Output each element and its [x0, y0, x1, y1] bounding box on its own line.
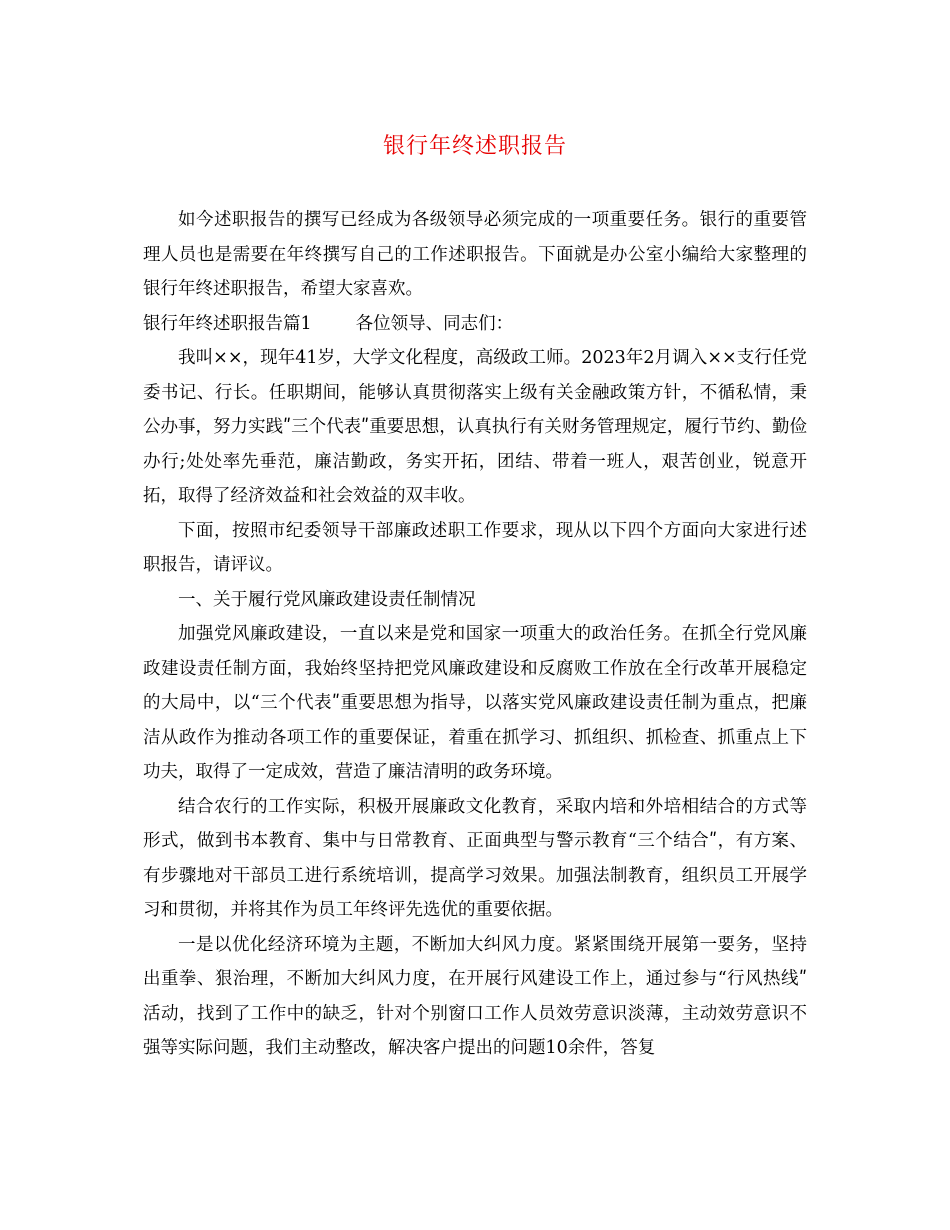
salutation: 各位领导、同志们： [355, 313, 514, 334]
body-paragraph: 下面，按照市纪委领导干部廉政述职工作要求，现从以下四个方面向大家进行述职报告，请评议。 [143, 520, 807, 575]
chapter-heading-line [143, 307, 807, 342]
document-body [143, 203, 807, 1066]
body-paragraph: 我叫××，现年41岁，大学文化程度，高级政工师。2023年2月调入××支行任党委书记、行长。任职期间，能够认真贯彻落实上级有关金融政策方针，不循私情，秉公办事，努力实践ʺ三个代表ʺ重要思想，认真执行有关财务管理规定，履行节约、勤俭办行;处处率先垂范，廉洁勤政，务实开拓，团结、带着一班人，艰苦创业，锐意开拓，取得了经济效益和社会效益的双丰收。 [143, 348, 807, 506]
section-heading: 一、关于履行党风廉政建设责任制情况 [178, 589, 476, 610]
intro-paragraph: 如今述职报告的撰写已经成为各级领导必须完成的一项重要任务。银行的重要管理人员也是需要在年终撰写自己的工作述职报告。下面就是办公室小编给大家整理的银行年终述职报告，希望大家喜欢。 [143, 210, 807, 299]
body-paragraph: 一是以优化经济环境为主题，不断加大纠风力度。紧紧围绕开展第一要务，坚持出重拳、狠治理，不断加大纠风力度，在开展行风建设工作上，通过参与“行风热线ʺ活动，找到了工作中的缺乏，针对个别窗口工作人员效劳意识淡薄，主动效劳意识不强等实际问题，我们主动整改，解决客户提出的问题10余件，答复 [143, 934, 807, 1058]
document-title: 银行年终述职报告 [382, 134, 567, 159]
body-paragraph: 加强党风廉政建设，一直以来是党和国家一项重大的政治任务。在抓全行党风廉政建设责任制方面，我始终坚持把党风廉政建设和反腐败工作放在全行改革开展稳定的大局中，以“三个代表ʺ重要思想为指导，以落实党风廉政建设责任制为重点，把廉洁从政作为推动各项工作的重要保证，着重在抓学习、抓组织、抓检查、抓重点上下功夫，取得了一定成效，营造了廉洁清明的政务环境。 [143, 624, 807, 782]
chapter-label: 银行年终述职报告篇1 [143, 313, 312, 334]
body-paragraph: 结合农行的工作实际，积极开展廉政文化教育，采取内培和外培相结合的方式等形式，做到书本教育、集中与日常教育、正面典型与警示教育“三个结合ʺ，有方案、有步骤地对干部员工进行系统培训，提高学习效果。加强法制教育，组织员工开展学习和贯彻，并将其作为员工年终评先选优的重要依据。 [143, 796, 807, 920]
